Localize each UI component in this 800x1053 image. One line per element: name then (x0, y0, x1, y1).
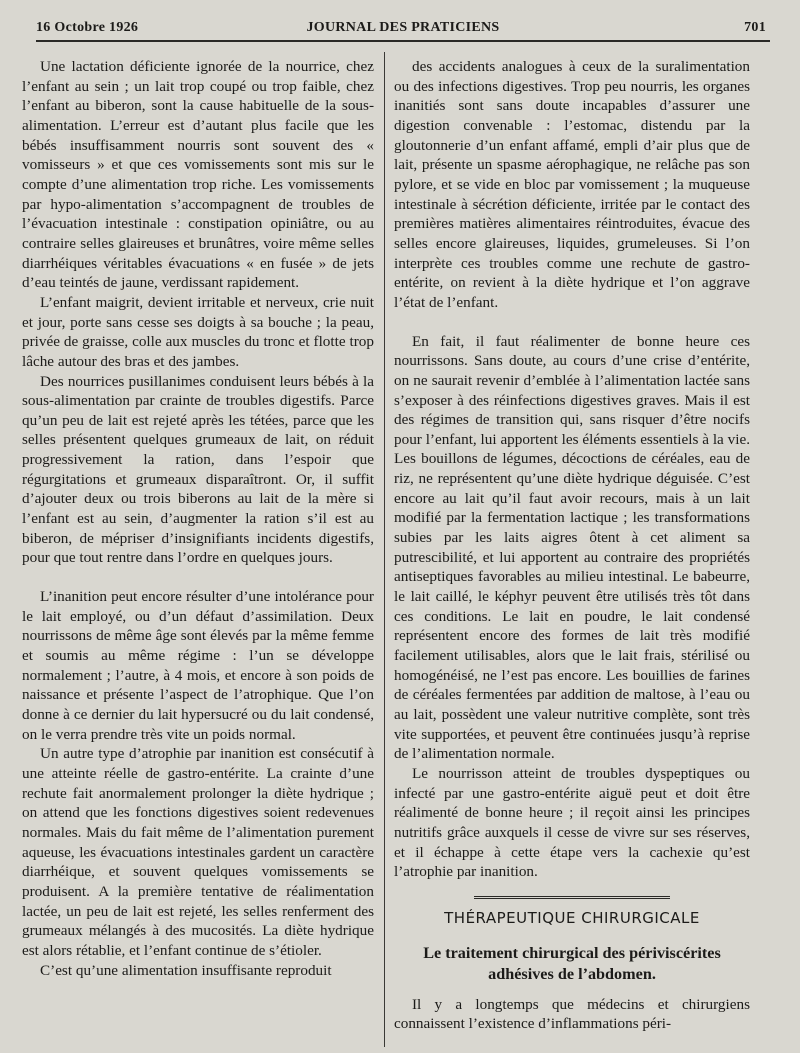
paragraph: C’est qu’une alimentation insuffisante reproduit (40, 961, 332, 979)
paragraph: L’inanition peut encore résulter d’une intolérance pour le lait employé, ou d’un défaut d’assimilation. Deux nourrissons de même âge sont élevés par la même femme et soumis au même régime : l’un se développe normalement ; l’autre, à 4 mois, et encore à son poids de naissance et présente l’aspect de l’atrophique. Que l’on donne à ce dernier du lait hypersucré ou du lait condensé, on le verra prendre très vite un poids normal. (22, 588, 374, 743)
paragraph: L’enfant maigrit, devient irritable et nerveux, crie nuit et jour, porte sans cesse ses doigts à sa bouche ; la peau, privée de graisse, colle aux muscles du tronc et flotte trop lâche autour des bras et des jambes. (22, 293, 374, 370)
paragraph: Une lactation déficiente ignorée de la nourrice, chez l’enfant au sein ; un lait trop coupé ou trop faible, chez l’enfant au biberon, sont la cause habituelle de la sous-alimentation. L’erreur est d’autant plus facile que les bébés insuffisamment nourris sont souvent des « vomisseurs » et que ces vomissements sont mis sur le compte d’une alimentation trop riche. Les vomissements par hypo-alimentation s’accompagnent de troubles de l’évacuation intestinale : constipation opiniâtre, ou au contraire selles glaireuses et brunâtres, voire même selles diarrhéiques véritables évacuations « en fusée » de jets d’eau teintés de jaune, verdissant rapidement. (22, 58, 374, 292)
column-divider (384, 52, 385, 1047)
right-column (394, 57, 750, 1034)
paragraph: Le nourrisson atteint de troubles dyspeptiques ou infecté par une gastro-entérite aiguë peut et doit être réalimenté de bonne heure ; il reçoit ainsi les principes nutritifs grâce auxquels il cesse de vivre sur ses réserves, et il échappe à cette étape vers la cachexie qu’est l’atrophie par inanition. (394, 764, 750, 881)
paragraph: des accidents analogues à ceux de la suralimentation ou des infections digestives. Trop peu nourris, les organes inanitiés sont sans doute incapables d’assurer une digestion convenable : l’estomac, distendu par la gloutonnerie d’un enfant affamé, empli d’air plus que de lait, présente un spasme aérophagique, ne relâche pas son pylore, et se vide en bloc par vomissement ; la muqueuse intestinale à sécrétion déficiente, irritée par le contact des premières matières alimentaires réintroduites, évacue des selles encore glaireuses, liquides, grumeleuses. Si l’on interprète ces troubles comme une rechute de gastro-entérite, on revient à la diète hydrique et l’on aggrave l’état de l’enfant. (394, 58, 750, 311)
paragraph: Des nourrices pusillanimes conduisent leurs bébés à la sous-alimentation par crainte de troubles digestifs. Parce qu’un peu de lait est rejeté après les tétées, parce que les selles présentent quelques grumeaux de lait, on réduit progressivement la ration, dans l’espoir que régurgitations et grumeaux disparaîtront. Or, il suffit d’ajouter deux ou trois biberons au lait de la mère si l’enfant est au sein, d’augmenter la ration s’il est au biberon, de mépriser d’insignifiants incidents digestifs, pour que tout rentre dans l’ordre en quelques jours. (22, 372, 374, 567)
page-number: 701 (744, 20, 766, 35)
journal-title: JOURNAL DES PRATICIENS (306, 20, 500, 35)
header-rule (36, 40, 770, 42)
paragraph: Il y a longtemps que médecins et chirurgiens connaissent l’existence d’inflammations péri- (394, 995, 750, 1033)
paragraph: En fait, il faut réalimenter de bonne heure ces nourrissons. Sans doute, au cours d’une crise d’entérite, on ne saurait revenir d’emblée à l’alimentation lactée sans s’exposer à des réinfections digestives graves. Mais il est des régimes de transition qui, sans risquer d’être nocifs pour l’enfant, lui apportent les éléments essentiels à la vie. Les bouillons de légumes, décoctions de céréales, eau de riz, ne représentent qu’une diète hydrique déguisée. C’est encore au lait qu’il faut avoir recours, mais à un lait modifié par la fermentation lactique ; les transformations subies par les laits aigres ôtent à cet aliment sa putrescibilité, et lui apportent au contraire des propriétés antiseptiques favorables au milieu intestinal. Le babeurre, le lait caillé, le képhyr peuvent être utilisés très tôt dans ces conditions. Le lait en poudre, le lait condensé représentent encore des formes de lait très modifié facilement utilisables, alors que le lait frais, stérilisé ou homogénéisé, ne l’est pas encore. Les bouillies de farines de céréales fermentées par addition de maltose, à l’eau ou au lait, possèdent une valeur nutritive complète, sont très vite supportées, et peuvent être continuées jusqu’à reprise de l’alimentation normale. (394, 332, 750, 763)
header-date: 16 Octobre 1926 (36, 20, 139, 35)
section-title: THÉRAPEUTIQUE CHIRURGICALE (444, 908, 700, 927)
paragraph: Un autre type d’atrophie par inanition est consécutif à une atteinte réelle de gastro-entérite. La crainte d’une rechute fait anormalement prolonger la diète hydrique ; on attend que les fonctions digestives soient redevenues normales. Mais du fait même de l’alimentation purement aqueuse, les évacuations intestinales gardent un caractère diarrhéique, et souvent quelques vomissements se produisent. A la première tentative de réalimentation lactée, un peu de lait est rejeté, les selles renferment des grumeaux mélangés à des mucosités. La diète hydrique est alors rétablie, et l’enfant continue de s’étioler. (22, 745, 374, 959)
running-header (36, 18, 770, 40)
left-column (22, 57, 374, 980)
article-title: Le traitement chirurgical des périviscérites adhésives de l’abdomen. (423, 943, 721, 983)
section-divider (474, 896, 670, 899)
